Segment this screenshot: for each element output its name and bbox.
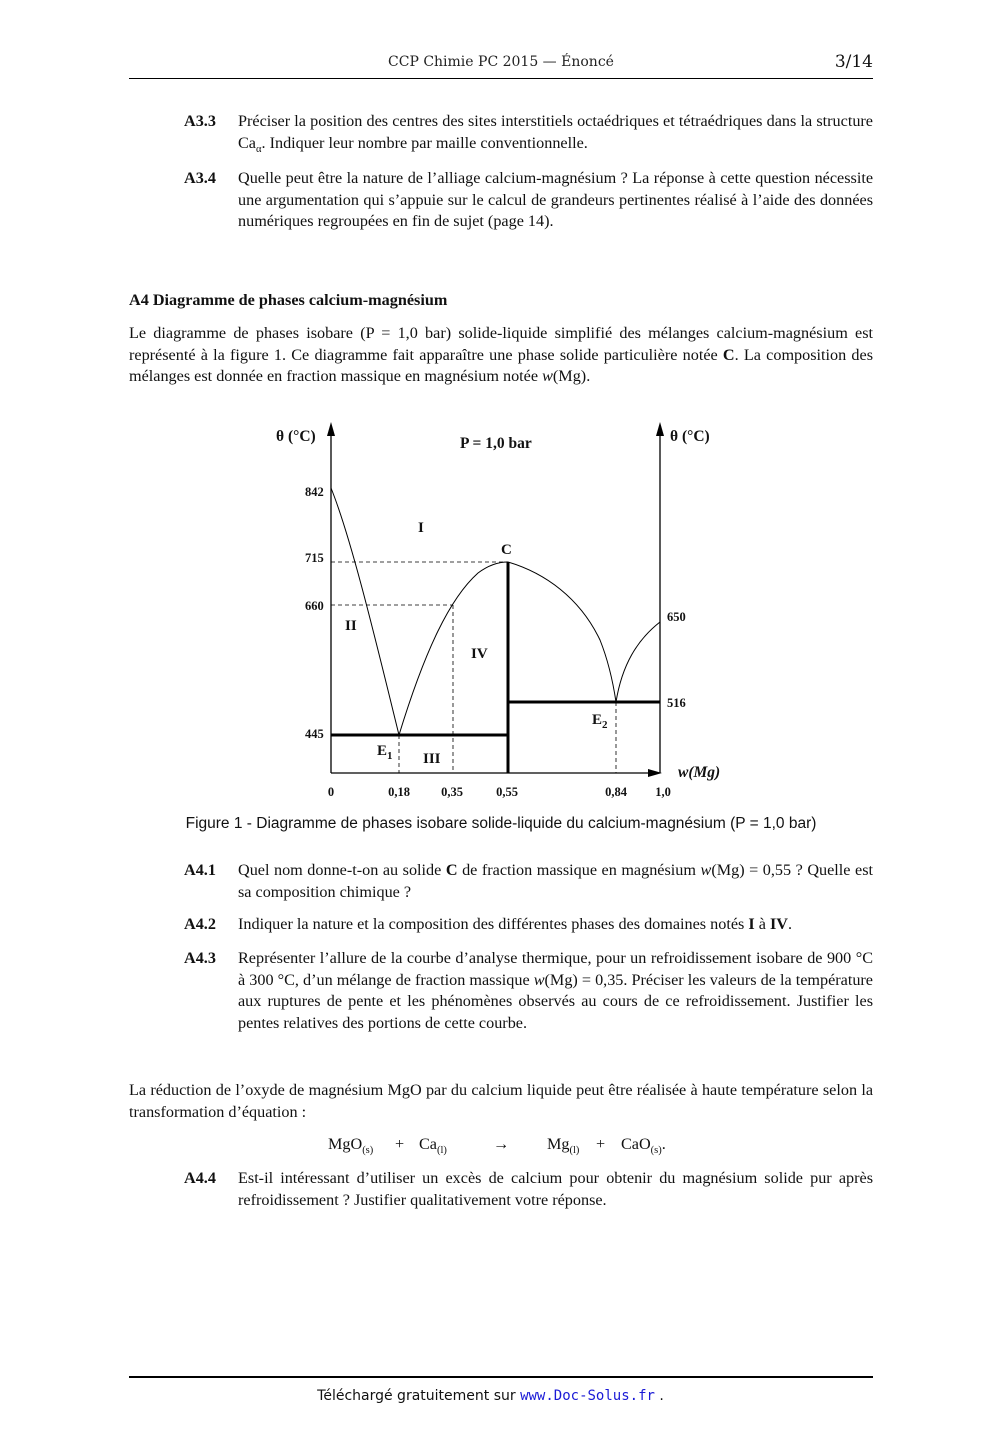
y-axis-label-left: θ (°C): [276, 428, 316, 445]
bold-text: C: [722, 345, 735, 364]
text-part: .: [787, 915, 793, 933]
formula: MgO: [328, 1135, 363, 1153]
question-a4-3: [184, 948, 873, 1034]
e1-subscript: 1: [387, 750, 393, 762]
question-a4-4: [184, 1168, 873, 1211]
e2-letter: E: [592, 712, 603, 728]
domain-label-ii: II: [345, 618, 357, 634]
question-text: Est-il intéressant d’utiliser un excès de calcium pour obtenir du magnésium solide pur après refroidissement ? Justifier qualitativement votre réponse.: [238, 1169, 873, 1209]
domain-label-i: I: [418, 520, 424, 536]
page-footer: [0, 1388, 981, 1404]
text-part: . La composition des mélanges est donnée en fraction massique en magnésium notée: [129, 345, 873, 385]
question-number: A3.3: [184, 112, 216, 130]
bold-text: C: [445, 861, 458, 879]
section-title: A4 Diagramme de phases calcium-magnésium: [129, 291, 448, 309]
figure-caption: Figure 1 - Diagramme de phases isobare solide-liquide du calcium-magnésium (P = 1,0 bar): [185, 815, 817, 832]
question-number: A4.3: [184, 949, 216, 967]
text-part: Représenter l’allure de la courbe d’analyse thermique, pour un refroidissement isobare de 900 °C à 300 °C, d’un mélange de fraction massique: [238, 949, 873, 989]
text-part: de fraction massique en magnésium: [457, 861, 701, 879]
text-part: Quel nom donne-t-on au solide: [238, 861, 446, 879]
page-number: 3/14: [834, 52, 873, 72]
italic-text: w: [700, 861, 712, 879]
italic-text: w: [533, 970, 545, 989]
text-part: à: [754, 915, 770, 933]
temp-label-715: 715: [305, 551, 324, 565]
question-number: A4.1: [184, 861, 216, 879]
point-label-e1: [377, 743, 393, 762]
text-part: Indiquer la nature et la composition des différentes phases des domaines notés: [238, 915, 749, 933]
question-a4-2: [184, 914, 873, 936]
x-tick-0-84: 0,84: [605, 785, 627, 799]
state-subscript: (s): [362, 1145, 374, 1157]
point-label-e2: [592, 712, 608, 731]
reactant-mgo: [328, 1135, 373, 1156]
reactant-ca: [419, 1135, 447, 1156]
x-tick-0: 0: [327, 785, 335, 799]
e1-letter: E: [377, 743, 388, 759]
pressure-label: P = 1,0 bar: [460, 435, 532, 452]
x-tick-0-18: 0,18: [388, 785, 410, 799]
liquidus-c-left: [399, 562, 508, 735]
temp-label-445: 445: [305, 727, 324, 741]
product-cao: [621, 1135, 666, 1156]
formula: Ca: [419, 1135, 437, 1153]
formula: Mg: [547, 1135, 570, 1153]
text-part: Préciser la position des centres des sites interstitiels octaédriques et tétraédriques dans la structure Ca: [238, 112, 873, 152]
state-subscript: (l): [569, 1145, 580, 1157]
plus-sign: +: [596, 1135, 606, 1153]
bold-text: IV: [769, 915, 788, 933]
temp-label-650: 650: [667, 610, 686, 624]
question-text: [238, 860, 873, 903]
question-text: Quelle peut être la nature de l’alliage calcium-magnésium ? La réponse à cette question nécessite une argumentation qui s’appuie sur le calcul de grandeurs pertinentes réalisé à l’aide des données numériques regroupées en fin de sujet (page 14).: [238, 169, 873, 230]
x-tick-1-0: 1,0: [655, 785, 671, 799]
text-part: (Mg).: [552, 367, 591, 385]
liquidus-mg-side: [616, 622, 660, 702]
text-part: (Mg) = 0,55 ? Quelle est sa composition chimique ?: [238, 861, 873, 901]
reaction-arrow: →: [493, 1135, 510, 1153]
question-number: A4.2: [184, 915, 216, 933]
liquidus-ca-side: [331, 488, 399, 735]
bold-text: I: [748, 915, 755, 933]
product-mg: [547, 1135, 579, 1156]
question-a4-1: [184, 860, 873, 903]
y-axis-label-right: θ (°C): [670, 428, 710, 445]
domain-label-iv: IV: [471, 646, 488, 662]
header-title: CCP Chimie PC 2015 — Énoncé: [388, 54, 614, 70]
right-axis-arrow: [656, 422, 664, 436]
e2-subscript: 2: [602, 719, 608, 731]
italic-text: w: [542, 367, 553, 385]
domain-label-iii: III: [423, 751, 441, 767]
temp-label-660: 660: [305, 599, 324, 613]
x-tick-0-55: 0,55: [496, 785, 518, 799]
text-part: (Mg) = 0,35. Préciser les valeurs de la température aux ruptures de pente et les phénomènes observés au cours de ce refroidissement. Justifier les pentes relatives des portions de cette courbe.: [238, 970, 873, 1032]
x-axis-label: w(Mg): [678, 764, 721, 781]
question-text: [238, 914, 873, 936]
footer-link[interactable]: www.Doc-Solus.fr: [520, 1388, 655, 1404]
footer-end: .: [654, 1388, 664, 1404]
question-number: A4.4: [184, 1169, 216, 1187]
footer-rule: [129, 1376, 873, 1378]
liquidus-c-right: [508, 562, 616, 702]
subscript: α: [255, 143, 262, 155]
question-text: [238, 948, 873, 1034]
text-part: Le diagramme de phases isobare (P = 1,0 bar) solide-liquide simplifié des mélanges calcium-magnésium est représenté à la figure 1. Ce diagramme fait apparaître une phase solide particulière notée: [129, 324, 873, 364]
state-subscript: (l): [436, 1145, 447, 1157]
formula: CaO: [621, 1135, 651, 1153]
reduction-paragraph: La réduction de l’oxyde de magnésium MgO par du calcium liquide peut être réalisée à haute température selon la transformation d’équation :: [129, 1081, 873, 1121]
x-tick-0-35: 0,35: [441, 785, 463, 799]
period: .: [661, 1135, 666, 1153]
question-number: A3.4: [184, 169, 216, 187]
temp-label-842: 842: [305, 485, 324, 499]
left-axis-arrow: [327, 422, 335, 436]
temp-label-516: 516: [667, 696, 686, 710]
point-label-c: C: [501, 542, 512, 558]
state-subscript: (s): [650, 1145, 662, 1157]
text-part: . Indiquer leur nombre par maille conventionnelle.: [261, 133, 588, 152]
plus-sign: +: [395, 1135, 405, 1153]
footer-text: Téléchargé gratuitement sur: [317, 1388, 521, 1404]
